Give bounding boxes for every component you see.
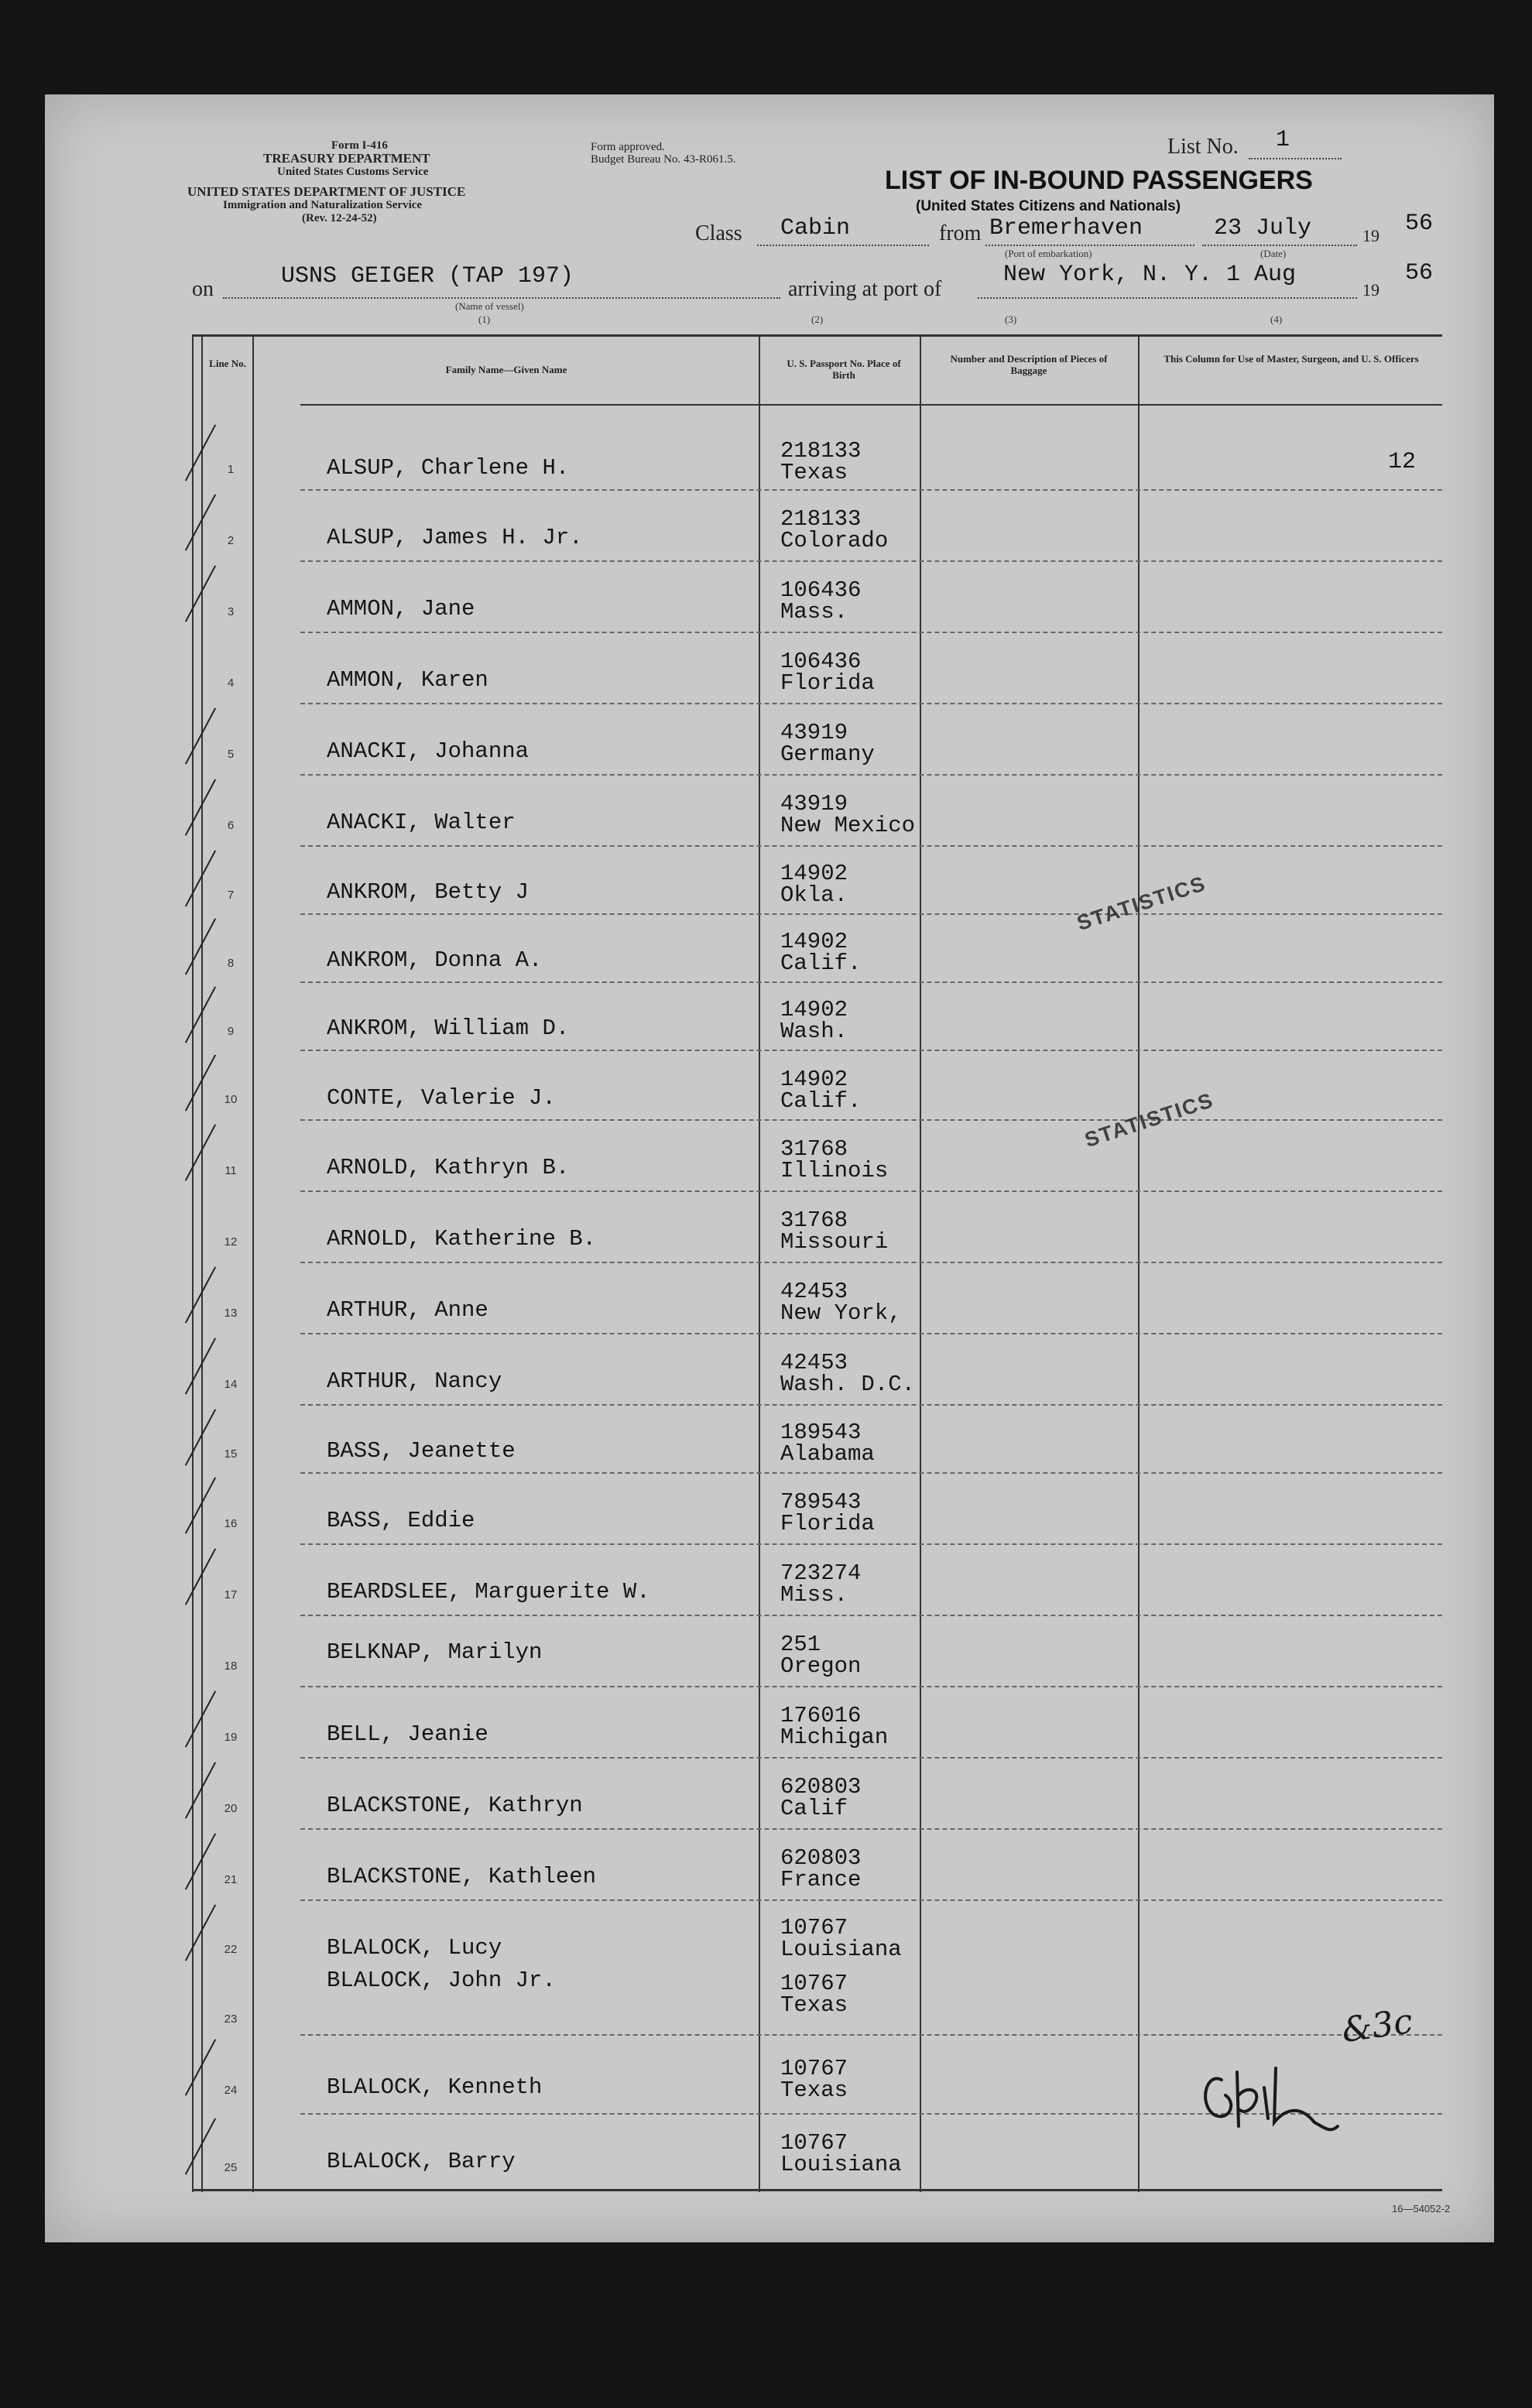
passport-no: 189543 [780, 1420, 862, 1445]
passenger-name: BEARDSLEE, Marguerite W. [327, 1579, 650, 1605]
table-row: 20 BLACKSTONE, Kathryn 620803 Calif [192, 1759, 1442, 1830]
table-row: 22 BLALOCK, Lucy 10767 Louisiana [192, 1901, 1442, 1968]
class-value: Cabin [780, 215, 851, 241]
place-of-birth: Mass. [780, 599, 848, 625]
place-of-birth: Germany [780, 742, 875, 767]
passenger-name: AMMON, Karen [327, 667, 488, 693]
table-row: 17 BEARDSLEE, Marguerite W. 723274 Miss. [192, 1545, 1442, 1616]
table-row: 18 BELKNAP, Marilyn 251 Oregon [192, 1616, 1442, 1687]
passenger-name: ARTHUR, Nancy [327, 1368, 502, 1394]
place-of-birth: Missouri [780, 1229, 889, 1255]
justice-dept: UNITED STATES DEPARTMENT OF JUSTICE [187, 184, 466, 199]
place-of-birth: Wash. [780, 1019, 848, 1044]
page-subtitle: (United States Citizens and Nationals) [916, 198, 1181, 214]
arriving-label: arriving at port of [788, 277, 942, 301]
place-of-birth: Calif. [780, 1088, 862, 1114]
form-approved: Form approved. [591, 141, 665, 153]
passport-no: 106436 [780, 649, 862, 674]
col-index-1: (1) [478, 313, 491, 325]
passenger-name: ALSUP, James H. Jr. [327, 525, 583, 550]
table-row: 19 BELL, Jeanie 176016 Michigan [192, 1687, 1442, 1759]
passport-no: 176016 [780, 1703, 862, 1728]
col-index-2: (2) [811, 313, 824, 325]
passport-no: 14902 [780, 929, 848, 954]
port-embark-caption: (Port of embarkation) [1005, 248, 1092, 259]
place-of-birth: Alabama [780, 1441, 875, 1467]
table-row: 12 ARNOLD, Katherine B. 31768 Missouri [192, 1192, 1442, 1263]
passport-no: 10767 [780, 1915, 848, 1940]
passport-no: 43919 [780, 791, 848, 817]
place-of-birth: Michigan [780, 1725, 889, 1750]
passport-no: 42453 [780, 1350, 848, 1375]
passport-no: 10767 [780, 2130, 848, 2156]
form-number: Form I-416 [331, 139, 388, 152]
place-of-birth: Florida [780, 1511, 875, 1536]
passenger-name: BLACKSTONE, Kathryn [327, 1793, 583, 1818]
table-row: 9 ANKROM, William D. 14902 Wash. [192, 983, 1442, 1051]
passenger-name: ANKROM, William D. [327, 1016, 570, 1041]
table-row: 25 BLALOCK, Barry 10767 Louisiana [192, 2115, 1442, 2189]
ins-service: Immigration and Naturalization Service [223, 199, 423, 211]
table-row: 16 BASS, Eddie 789543 Florida [192, 1474, 1442, 1545]
passenger-name: BASS, Jeanette [327, 1438, 516, 1464]
table-row: 21 BLACKSTONE, Kathleen 620803 France [192, 1830, 1442, 1901]
col-index-4: (4) [1270, 313, 1283, 325]
arrival-year: 56 [1405, 260, 1434, 286]
list-no-value: 1 [1276, 127, 1290, 153]
place-of-birth: Oregon [780, 1653, 862, 1679]
passenger-table [192, 334, 1442, 2192]
passenger-name: ANACKI, Walter [327, 810, 516, 835]
passenger-name: BELL, Jeanie [327, 1721, 488, 1747]
place-of-birth: Okla. [780, 882, 848, 908]
passport-no: 14902 [780, 1067, 848, 1092]
place-of-birth: Texas [780, 1992, 848, 2018]
passenger-name: BLALOCK, John Jr. [327, 1968, 556, 1993]
budget-bureau: Budget Bureau No. 43-R061.5. [591, 153, 736, 166]
place-of-birth: Calif. [780, 951, 862, 976]
passport-no: 723274 [780, 1560, 862, 1586]
passport-no: 218133 [780, 438, 862, 464]
statistics-stamp: STATISTICS [1074, 871, 1209, 936]
table-row: 24 BLALOCK, Kenneth 10767 Texas [192, 2036, 1442, 2115]
passport-no: 10767 [780, 1971, 848, 1996]
arrival-port: New York, N. Y. 1 Aug [1003, 262, 1297, 288]
year-prefix: 19 [1362, 226, 1379, 245]
passport-no: 31768 [780, 1207, 848, 1233]
passport-no: 106436 [780, 577, 862, 603]
passport-no: 10767 [780, 2056, 848, 2081]
passenger-name: BLACKSTONE, Kathleen [327, 1864, 597, 1889]
table-row: 3 AMMON, Jane 106436 Mass. [192, 562, 1442, 633]
passport-no: 789543 [780, 1489, 862, 1515]
officer-signature [1191, 2049, 1345, 2142]
passport-no: 14902 [780, 997, 848, 1022]
page-title: LIST OF IN-BOUND PASSENGERS [885, 166, 1313, 195]
table-row: 6 ANACKI, Walter 43919 New Mexico [192, 776, 1442, 847]
passport-no: 251 [780, 1632, 821, 1657]
passenger-name: BLALOCK, Lucy [327, 1935, 502, 1961]
place-of-birth: New Mexico [780, 813, 916, 838]
table-row: 4 AMMON, Karen 106436 Florida [192, 633, 1442, 704]
table-row: 14 ARTHUR, Nancy 42453 Wash. D.C. [192, 1334, 1442, 1406]
table-row: 10 CONTE, Valerie J. 14902 Calif. [192, 1051, 1442, 1121]
header-passport: U. S. Passport No. Place of Birth [787, 358, 901, 381]
class-label: Class [695, 221, 742, 245]
customs-service: United States Customs Service [277, 166, 429, 178]
place-of-birth: Colorado [780, 528, 889, 553]
statistics-stamp: STATISTICS [1081, 1088, 1217, 1153]
passenger-name: ALSUP, Charlene H. [327, 455, 570, 481]
on-label: on [192, 277, 214, 301]
treasury-dept: TREASURY DEPARTMENT [263, 151, 430, 166]
place-of-birth: Louisiana [780, 2152, 902, 2177]
passenger-name: ARNOLD, Katherine B. [327, 1226, 597, 1252]
passport-no: 42453 [780, 1279, 848, 1304]
col-index-3: (3) [1005, 313, 1017, 325]
table-row: 5 ANACKI, Johanna 43919 Germany [192, 704, 1442, 776]
place-of-birth: Florida [780, 670, 875, 696]
vessel-caption: (Name of vessel) [455, 300, 524, 312]
passenger-name: BLALOCK, Barry [327, 2149, 516, 2174]
margin-note: &3c [1338, 2001, 1415, 2051]
passenger-name: ANKROM, Donna A. [327, 947, 543, 973]
place-of-birth: Calif [780, 1796, 848, 1821]
place-of-birth: Louisiana [780, 1937, 902, 1962]
passport-no: 620803 [780, 1774, 862, 1800]
manifest-page [45, 94, 1494, 2242]
passenger-name: ANKROM, Betty J [327, 879, 530, 905]
passenger-name: BASS, Eddie [327, 1508, 475, 1533]
embark-year: 56 [1405, 211, 1434, 237]
header-officers: This Column for Use of Master, Surgeon, and U. S. Officers [1164, 353, 1419, 365]
passenger-name: BELKNAP, Marilyn [327, 1639, 543, 1665]
passenger-name: CONTE, Valerie J. [327, 1085, 556, 1111]
header-baggage: Number and Description of Pieces of Baggage [950, 353, 1108, 376]
table-row: 7 ANKROM, Betty J 14902 Okla. [192, 847, 1442, 915]
officer-note: 12 [1388, 449, 1417, 475]
vessel-name: USNS GEIGER (TAP 197) [281, 263, 574, 289]
passenger-name: ARTHUR, Anne [327, 1297, 488, 1323]
passenger-name: ANACKI, Johanna [327, 738, 530, 764]
year-prefix-2: 19 [1362, 280, 1379, 300]
table-row: 23 BLALOCK, John Jr. 10767 Texas [192, 1968, 1442, 2036]
date-caption: (Date) [1260, 248, 1287, 259]
passenger-name: BLALOCK, Kenneth [327, 2074, 543, 2100]
table-row: 13 ARTHUR, Anne 42453 New York, [192, 1263, 1442, 1334]
table-row: 15 BASS, Jeanette 189543 Alabama [192, 1406, 1442, 1474]
table-row: 11 ARNOLD, Kathryn B. 31768 Illinois [192, 1121, 1442, 1192]
place-of-birth: Miss. [780, 1582, 848, 1608]
passport-no: 43919 [780, 720, 848, 745]
table-row: 1 ALSUP, Charlene H. 218133 Texas 12 [192, 421, 1442, 491]
header-line-no: Line No. [209, 358, 246, 369]
passenger-name: AMMON, Jane [327, 596, 475, 622]
place-of-birth: Texas [780, 2077, 848, 2103]
embark-date: 23 July [1214, 215, 1312, 241]
place-of-birth: Wash. D.C. [780, 1372, 916, 1397]
place-of-birth: Texas [780, 460, 848, 485]
header-family-name: Family Name—Given Name [445, 364, 567, 375]
passport-no: 14902 [780, 861, 848, 886]
place-of-birth: New York, [780, 1300, 902, 1326]
revision-date: (Rev. 12-24-52) [302, 212, 377, 224]
footer-code: 16—54052-2 [1392, 2203, 1451, 2214]
place-of-birth: France [780, 1867, 862, 1892]
list-no-label: List No. [1167, 135, 1239, 159]
table-row: 2 ALSUP, James H. Jr. 218133 Colorado [192, 491, 1442, 562]
passport-no: 620803 [780, 1845, 862, 1871]
table-row: 8 ANKROM, Donna A. 14902 Calif. [192, 915, 1442, 983]
place-of-birth: Illinois [780, 1158, 889, 1183]
from-label: from [939, 221, 982, 245]
passport-no: 31768 [780, 1136, 848, 1162]
from-value: Bremerhaven [989, 215, 1143, 241]
passport-no: 218133 [780, 506, 862, 532]
passenger-name: ARNOLD, Kathryn B. [327, 1155, 570, 1180]
